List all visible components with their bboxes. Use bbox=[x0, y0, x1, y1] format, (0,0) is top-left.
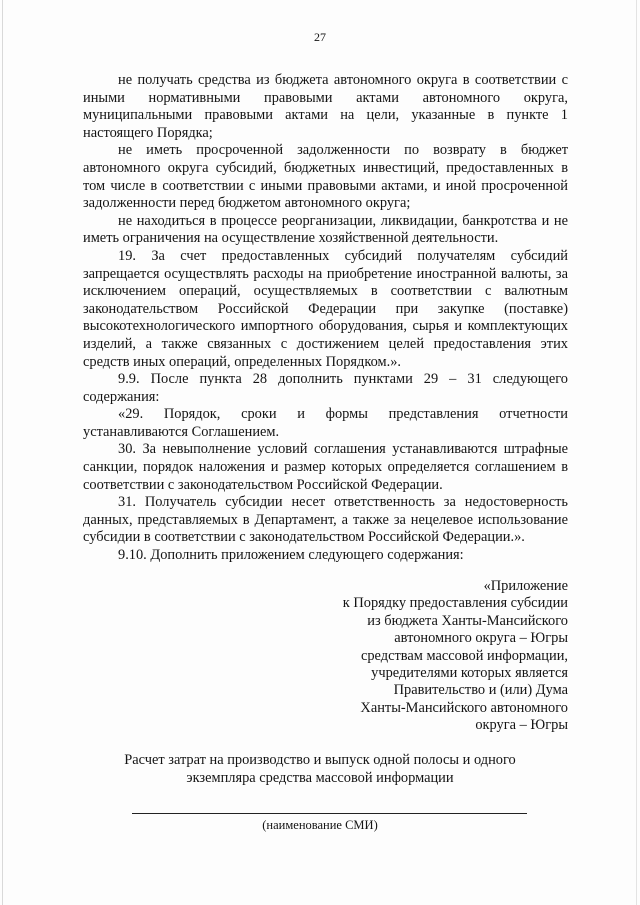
calculation-title-line: экземпляра средства массовой информации bbox=[186, 770, 454, 786]
media-name-caption: (наименование СМИ) bbox=[262, 818, 378, 832]
paragraph-item-29: «29. Порядок, сроки и формы представления отчетности устанавливаются Соглашением. bbox=[83, 406, 568, 440]
paragraph-item-9-10: 9.10. Дополнить приложением следующего содержания: bbox=[118, 547, 464, 564]
appendix-line: средствам массовой информации, bbox=[360, 647, 568, 664]
page-number: 27 bbox=[314, 30, 326, 44]
appendix-line: Ханты-Мансийского автономного bbox=[360, 699, 568, 716]
scan-edge-right bbox=[636, 0, 637, 905]
appendix-line: к Порядку предоставления субсидии bbox=[342, 595, 568, 612]
appendix-line: из бюджета Ханты-Мансийского bbox=[367, 612, 568, 629]
media-name-line bbox=[132, 813, 527, 814]
appendix-line: Правительство и (или) Дума bbox=[393, 682, 568, 699]
appendix-line: учредителями которых является bbox=[371, 665, 568, 682]
paragraph-no-reorganization: не находиться в процессе реорганизации, ликвидации, банкротства и не иметь ограничения на осуществление хозяйственной деятельности. bbox=[83, 212, 568, 247]
paragraph-item-31: 31. Получатель субсидии несет ответственность за недостоверность данных, представляемых в Департамент, а также за нецелевое использование субсидии в соответствии с законодательством Российской Федерации.». bbox=[83, 494, 568, 546]
paragraph-item-9-9: 9.9. После пункта 28 дополнить пунктами 29 – 31 следующего содержания: bbox=[83, 371, 568, 405]
appendix-line: округа – Югры bbox=[475, 717, 568, 734]
paragraph-no-overdue-debt: не иметь просроченной задолженности по возврату в бюджет автономного округа субсидий, бюджетных инвестиций, предоставленных в том числе в соответствии с иными правовыми актами, и иной просроченной задолженности перед бюджетом автономного округа; bbox=[83, 142, 568, 212]
body-text bbox=[83, 72, 568, 565]
calculation-title bbox=[100, 751, 540, 787]
appendix-line: автономного округа – Югры bbox=[394, 630, 568, 647]
appendix-header bbox=[268, 578, 568, 735]
calculation-title-line: Расчет затрат на производство и выпуск одной полосы и одного bbox=[124, 752, 516, 768]
scan-edge-left bbox=[2, 0, 3, 905]
paragraph-item-30: 30. За невыполнение условий соглашения устанавливаются штрафные санкции, порядок наложения и размер которых определяется соглашением в соответствии с законодательством Российской Федерации. bbox=[83, 441, 568, 493]
paragraph-item-19: 19. За счет предоставленных субсидий получателям субсидий запрещается осуществлять расходы на приобретение иностранной валюты, за исключением операций, осуществляемых в соответствии с валютным законодательством Российской Федерации при закупке (поставке) высокотехнологического импортного оборудования, сырья и комплектующих изделий, а также связанных с достижением целей предоставления этих средств иных операций, определенных Порядком.». bbox=[83, 247, 568, 370]
appendix-line: «Приложение bbox=[483, 578, 568, 594]
paragraph-no-other-funds: не получать средства из бюджета автономного округа в соответствии с иными нормативными правовыми актами автономного округа, муниципальными правовыми актами на цели, указанные в пункте 1 настоящего Порядка; bbox=[83, 72, 568, 141]
